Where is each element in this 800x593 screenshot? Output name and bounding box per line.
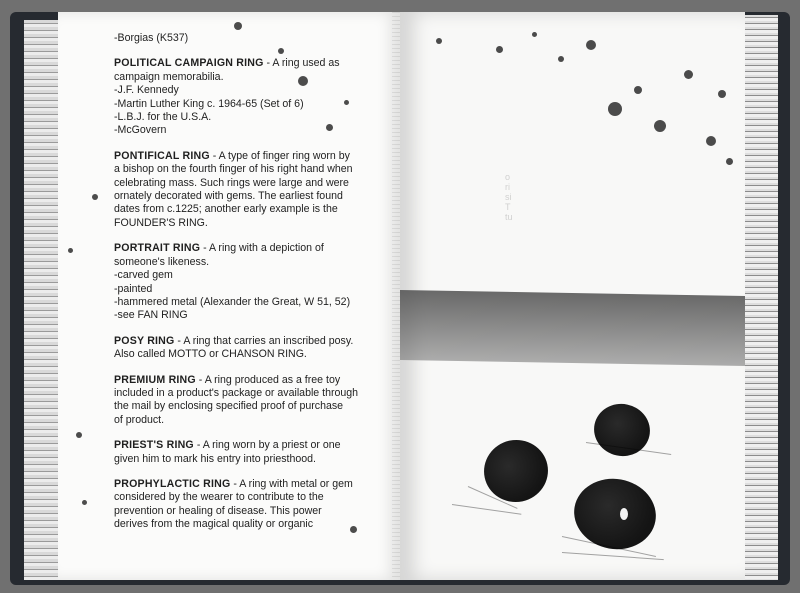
pontifical-ring-line-6: FOUNDER'S RING. [114, 216, 208, 229]
left-ink-splash-5 [344, 100, 349, 105]
right-ink-splash-7 [718, 90, 726, 98]
political-campaign-ring-line-5: -L.B.J. for the U.S.A. [114, 111, 212, 124]
portrait-ring-line-4: -painted [114, 282, 153, 295]
pontifical-ring-line-5: dates from c.1225; another early example is the [114, 203, 338, 216]
posy-ring-line-1: - A ring that carries an inscribed posy. [174, 334, 354, 347]
borgias-line: -Borgias (K537) [114, 32, 189, 44]
left-ink-splash-10 [350, 526, 357, 533]
ink-scratch-5 [562, 552, 664, 560]
portrait-ring-line-1: - A ring with a depiction of [200, 242, 324, 255]
political-campaign-ring-entry [114, 57, 386, 137]
right-ink-splash-12 [436, 38, 442, 44]
ink-blob-bottom-right [569, 472, 662, 555]
prophylactic-ring-heading: PROPHYLACTIC RING [114, 477, 231, 490]
pontifical-ring-line-2: a bishop on the fourth finger of his right hand when [114, 163, 353, 176]
book-spine-ruler [24, 20, 60, 580]
portrait-ring-entry [114, 242, 386, 322]
portrait-ring-heading: PORTRAIT RING [114, 242, 201, 255]
pontifical-ring-heading: PONTIFICAL RING [114, 149, 210, 162]
pontifical-ring-line-1: - A type of finger ring worn by [209, 149, 350, 162]
priests-ring-entry [114, 439, 386, 466]
left-page-edge-lines [392, 12, 400, 580]
pontifical-ring-line-4: ornately decorated with gems. The earliest found [114, 190, 343, 203]
borgias-entry [114, 32, 386, 45]
premium-ring-line-4: of product. [114, 413, 165, 426]
portrait-ring-line-2: someone's likeness. [114, 255, 210, 268]
prophylactic-ring-line-2: considered by the wearer to contribute to the [114, 491, 324, 504]
left-ink-splash-6 [92, 194, 98, 200]
right-ink-splash-3 [634, 86, 642, 94]
ghost-text-line-5: tu [505, 212, 513, 222]
right-ink-splash-5 [684, 70, 693, 79]
portrait-ring-line-3: -carved gem [114, 269, 173, 282]
left-page [58, 12, 400, 580]
premium-ring-line-3: the mail by enclosing specified proof of purchase [114, 400, 344, 413]
ghost-text-line-3: si [505, 192, 512, 202]
left-page-text-block [114, 32, 386, 544]
right-ink-splash-6 [706, 136, 716, 146]
left-ink-splash-4 [326, 124, 333, 131]
prophylactic-ring-entry [114, 478, 386, 532]
ghost-text-line-4: T [505, 202, 511, 212]
posy-ring-heading: POSY RING [114, 334, 175, 347]
premium-ring-heading: PREMIUM RING [114, 373, 196, 386]
posy-ring-line-2: Also called MOTTO or CHANSON RING. [114, 348, 307, 361]
right-ink-splash-8 [726, 158, 733, 165]
ghost-text-line-2: ri [505, 182, 510, 192]
priests-ring-line-1: - A ring worn by a priest or one [193, 439, 341, 452]
right-ink-splash-1 [586, 40, 596, 50]
political-campaign-ring-line-3: -J.F. Kennedy [114, 84, 179, 97]
priests-ring-line-2: given him to mark his entry into priesthood. [114, 452, 316, 465]
premium-ring-entry [114, 374, 386, 428]
left-ink-splash-3 [298, 76, 308, 86]
political-campaign-ring-line-2: campaign memorabilia. [114, 70, 224, 83]
right-ink-splash-9 [558, 56, 564, 62]
right-ink-splash-4 [654, 120, 666, 132]
prophylactic-ring-line-1: - A ring with metal or gem [230, 477, 353, 490]
political-campaign-ring-line-6: -McGovern [114, 124, 167, 137]
left-ink-splash-8 [76, 432, 82, 438]
premium-ring-line-1: - A ring produced as a free toy [195, 373, 341, 386]
left-ink-splash-7 [68, 248, 73, 253]
page-edge-index [744, 15, 778, 580]
political-campaign-ring-heading: POLITICAL CAMPAIGN RING [114, 57, 264, 70]
white-hole-in-ink-blob [620, 508, 628, 520]
right-ink-splash-11 [496, 46, 503, 53]
left-ink-splash-1 [234, 22, 242, 30]
prophylactic-ring-line-3: prevention or healing of disease. This power [114, 504, 322, 517]
horizontal-ink-wash [400, 290, 745, 366]
prophylactic-ring-line-4: derives from the magical quality or organic [114, 518, 314, 531]
posy-ring-entry [114, 335, 386, 362]
political-campaign-ring-line-4: -Martin Luther King c. 1964-65 (Set of 6) [114, 97, 304, 110]
ghost-text-line-1: o [505, 172, 511, 182]
pontifical-ring-entry [114, 150, 386, 230]
right-ink-splash-2 [608, 102, 622, 116]
political-campaign-ring-line-1: - A ring used as [263, 57, 340, 70]
priests-ring-heading: PRIEST'S RING [114, 439, 194, 452]
premium-ring-line-2: included in a product's package or available through [114, 386, 359, 399]
ink-blob-top-right [589, 399, 655, 462]
faded-show-through-text [505, 172, 565, 237]
portrait-ring-line-5: -hammered metal (Alexander the Great, W 51, 52) [114, 295, 351, 308]
pontifical-ring-line-3: celebrating mass. Such rings were large and were [114, 176, 349, 189]
right-ink-splash-10 [532, 32, 537, 37]
left-ink-splash-2 [278, 48, 284, 54]
left-ink-splash-9 [82, 500, 87, 505]
portrait-ring-line-7: -see FAN RING [114, 309, 188, 322]
